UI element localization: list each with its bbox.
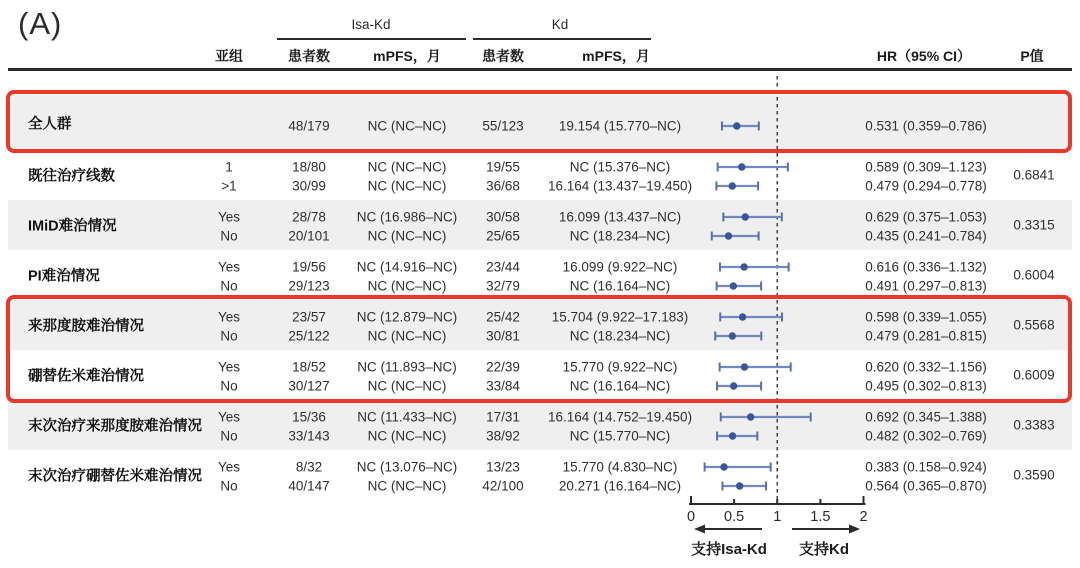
isa-kd-group-header: Isa-Kd: [351, 17, 391, 32]
isa-patients-value: 30/99: [292, 178, 326, 194]
subgroup-value: Yes: [217, 409, 241, 425]
row-label: 末次治疗硼替佐米难治情况: [28, 468, 202, 485]
subgroup-value: 1: [225, 159, 233, 175]
kd-patients-value: 30/81: [486, 328, 520, 344]
kd-mpfs-value: 15.704 (9.922–17.183): [551, 309, 689, 325]
hr-ci-value: 0.616 (0.336–1.132): [865, 259, 987, 275]
kd-patients-value: 32/79: [486, 278, 520, 294]
isa-kd-group-underline: [277, 38, 466, 40]
isa-mpfs-value: NC (12.879–NC): [356, 309, 458, 325]
row-label: IMiD难治情况: [28, 218, 117, 235]
kd-mpfs-value: 19.154 (15.770–NC): [558, 118, 682, 134]
subgroup-value: Yes: [217, 209, 241, 225]
isa-patients-value: 28/78: [292, 209, 326, 225]
axis-tick-label: 0.5: [724, 509, 745, 525]
header-divider: [8, 68, 1072, 71]
hr-ci-value: 0.491 (0.297–0.813): [865, 278, 987, 294]
hr-ci-value: 0.629 (0.375–1.053): [865, 209, 987, 225]
column-header-isa-mpfs: mPFS，月: [373, 48, 441, 64]
p-value: 0.6004: [1013, 267, 1055, 283]
subgroup-value: Yes: [217, 259, 241, 275]
subgroup-value: Yes: [217, 459, 241, 475]
row-label: 既往治疗线数: [28, 168, 115, 185]
column-header-subgroup: 亚组: [215, 48, 243, 64]
isa-mpfs-value: NC (11.893–NC): [357, 359, 457, 375]
row-label: 全人群: [28, 116, 72, 132]
subgroup-value: No: [220, 378, 238, 394]
kd-mpfs-value: NC (16.164–NC): [569, 378, 671, 394]
kd-patients-value: 19/55: [486, 159, 520, 175]
kd-mpfs-value: NC (18.234–NC): [569, 228, 671, 244]
column-header-kd-patients: 患者数: [482, 48, 524, 64]
kd-mpfs-value: 16.099 (13.437–NC): [558, 209, 682, 225]
isa-patients-value: 8/32: [295, 459, 323, 475]
hr-ci-value: 0.383 (0.158–0.924): [865, 459, 987, 475]
subgroup-value: >1: [221, 178, 237, 194]
axis-tick-label: 2: [859, 509, 868, 525]
subgroup-value: Yes: [217, 359, 241, 375]
isa-mpfs-value: NC (NC–NC): [367, 428, 447, 444]
kd-group-header: Kd: [551, 17, 569, 32]
hr-ci-value: 0.598 (0.339–1.055): [865, 309, 987, 325]
subgroup-value: No: [220, 478, 238, 494]
kd-patients-value: 30/58: [486, 209, 520, 225]
isa-mpfs-value: NC (11.433–NC): [357, 409, 457, 425]
kd-patients-value: 25/65: [486, 228, 520, 244]
table-row: [8, 95, 1072, 150]
kd-mpfs-value: 16.099 (9.922–NC): [562, 259, 678, 275]
table-row: [8, 250, 1072, 300]
kd-patients-value: 23/44: [486, 259, 520, 275]
p-value: 0.6841: [1013, 167, 1055, 183]
isa-patients-value: 23/57: [292, 309, 326, 325]
kd-patients-value: 55/123: [482, 118, 524, 134]
p-value: 0.3590: [1013, 467, 1055, 483]
isa-patients-value: 15/36: [292, 409, 326, 425]
kd-group-underline: [473, 38, 651, 40]
isa-mpfs-value: NC (13.076–NC): [356, 459, 458, 475]
isa-patients-value: 18/80: [292, 159, 326, 175]
row-label: 硼替佐米难治情况: [28, 368, 144, 385]
left-arrowhead-icon: [694, 525, 705, 534]
column-header-kd-mpfs: mPFS，月: [582, 48, 650, 64]
isa-mpfs-value: NC (NC–NC): [367, 228, 447, 244]
isa-mpfs-value: NC (14.916–NC): [356, 259, 458, 275]
isa-patients-value: 48/179: [288, 118, 330, 134]
kd-mpfs-value: NC (16.164–NC): [569, 278, 671, 294]
favors-kd-label: 支持Kd: [799, 541, 849, 558]
row-label: 来那度胺难治情况: [28, 318, 144, 335]
subgroup-value: No: [220, 428, 238, 444]
right-arrowhead-icon: [849, 525, 860, 534]
table-row: [8, 400, 1072, 450]
subgroup-value: No: [220, 278, 238, 294]
hr-ci-value: 0.564 (0.365–0.870): [865, 478, 987, 494]
hr-ci-value: 0.435 (0.241–0.784): [865, 228, 987, 244]
isa-patients-value: 40/147: [288, 478, 330, 494]
panel-label: (A): [18, 6, 63, 41]
column-header-isa-patients: 患者数: [288, 48, 330, 64]
kd-mpfs-value: NC (15.376–NC): [569, 159, 671, 175]
hr-ci-value: 0.692 (0.345–1.388): [865, 409, 987, 425]
isa-mpfs-value: NC (NC–NC): [367, 328, 447, 344]
hr-ci-value: 0.620 (0.332–1.156): [865, 359, 987, 375]
isa-patients-value: 25/122: [288, 328, 330, 344]
isa-mpfs-value: NC (NC–NC): [367, 159, 447, 175]
table-row: [8, 200, 1072, 250]
row-label: PI难治情况: [28, 268, 100, 285]
row-label: 末次治疗来那度胺难治情况: [28, 418, 202, 435]
kd-patients-value: 33/84: [486, 378, 520, 394]
kd-mpfs-value: NC (15.770–NC): [569, 428, 671, 444]
kd-patients-value: 36/68: [486, 178, 520, 194]
p-value: 0.3315: [1013, 217, 1055, 233]
kd-patients-value: 17/31: [486, 409, 520, 425]
hr-ci-value: 0.479 (0.294–0.778): [865, 178, 987, 194]
isa-patients-value: 20/101: [288, 228, 330, 244]
p-value: 0.5568: [1013, 317, 1055, 333]
axis-tick-label: 0: [686, 509, 696, 525]
isa-patients-value: 33/143: [288, 428, 330, 444]
kd-patients-value: 22/39: [486, 359, 520, 375]
isa-mpfs-value: NC (NC–NC): [367, 378, 447, 394]
kd-mpfs-value: 16.164 (14.752–19.450): [547, 409, 693, 425]
kd-patients-value: 13/23: [486, 459, 520, 475]
p-value: 0.3383: [1013, 417, 1055, 433]
subgroup-value: No: [220, 328, 238, 344]
isa-mpfs-value: NC (NC–NC): [367, 178, 447, 194]
kd-mpfs-value: 15.770 (4.830–NC): [562, 459, 678, 475]
table-row: [8, 300, 1072, 350]
axis-tick-label: 1.5: [810, 509, 831, 525]
isa-patients-value: 19/56: [292, 259, 326, 275]
subgroup-value: Yes: [217, 309, 241, 325]
kd-mpfs-value: 16.164 (13.437–19.450): [547, 178, 693, 194]
kd-patients-value: 38/92: [486, 428, 520, 444]
kd-patients-value: 42/100: [482, 478, 524, 494]
kd-patients-value: 25/42: [486, 309, 520, 325]
table-row: [8, 150, 1072, 200]
column-header-hr-ci: HR（95% CI）: [876, 48, 972, 64]
subgroup-value: No: [220, 228, 238, 244]
hr-ci-value: 0.589 (0.309–1.123): [865, 159, 987, 175]
table-row: [8, 450, 1072, 500]
isa-mpfs-value: NC (NC–NC): [367, 478, 447, 494]
kd-mpfs-value: NC (18.234–NC): [569, 328, 671, 344]
kd-mpfs-value: 15.770 (9.922–NC): [562, 359, 678, 375]
hr-ci-value: 0.531 (0.359–0.786): [865, 118, 987, 134]
isa-patients-value: 29/123: [288, 278, 330, 294]
isa-mpfs-value: NC (NC–NC): [367, 278, 447, 294]
isa-mpfs-value: NC (16.986–NC): [356, 209, 458, 225]
hr-ci-value: 0.495 (0.302–0.813): [865, 378, 987, 394]
favors-isa-kd-label: 支持Isa-Kd: [691, 541, 767, 558]
table-row: [8, 350, 1072, 400]
kd-mpfs-value: 20.271 (16.164–NC): [558, 478, 682, 494]
hr-ci-value: 0.482 (0.302–0.769): [865, 428, 987, 444]
isa-patients-value: 30/127: [288, 378, 330, 394]
isa-mpfs-value: NC (NC–NC): [367, 118, 447, 134]
hr-ci-value: 0.479 (0.281–0.815): [865, 328, 987, 344]
isa-patients-value: 18/52: [292, 359, 326, 375]
p-value: 0.6009: [1013, 367, 1055, 383]
axis-tick-label: 1: [773, 509, 782, 525]
column-header-p-value: P值: [1020, 48, 1044, 64]
